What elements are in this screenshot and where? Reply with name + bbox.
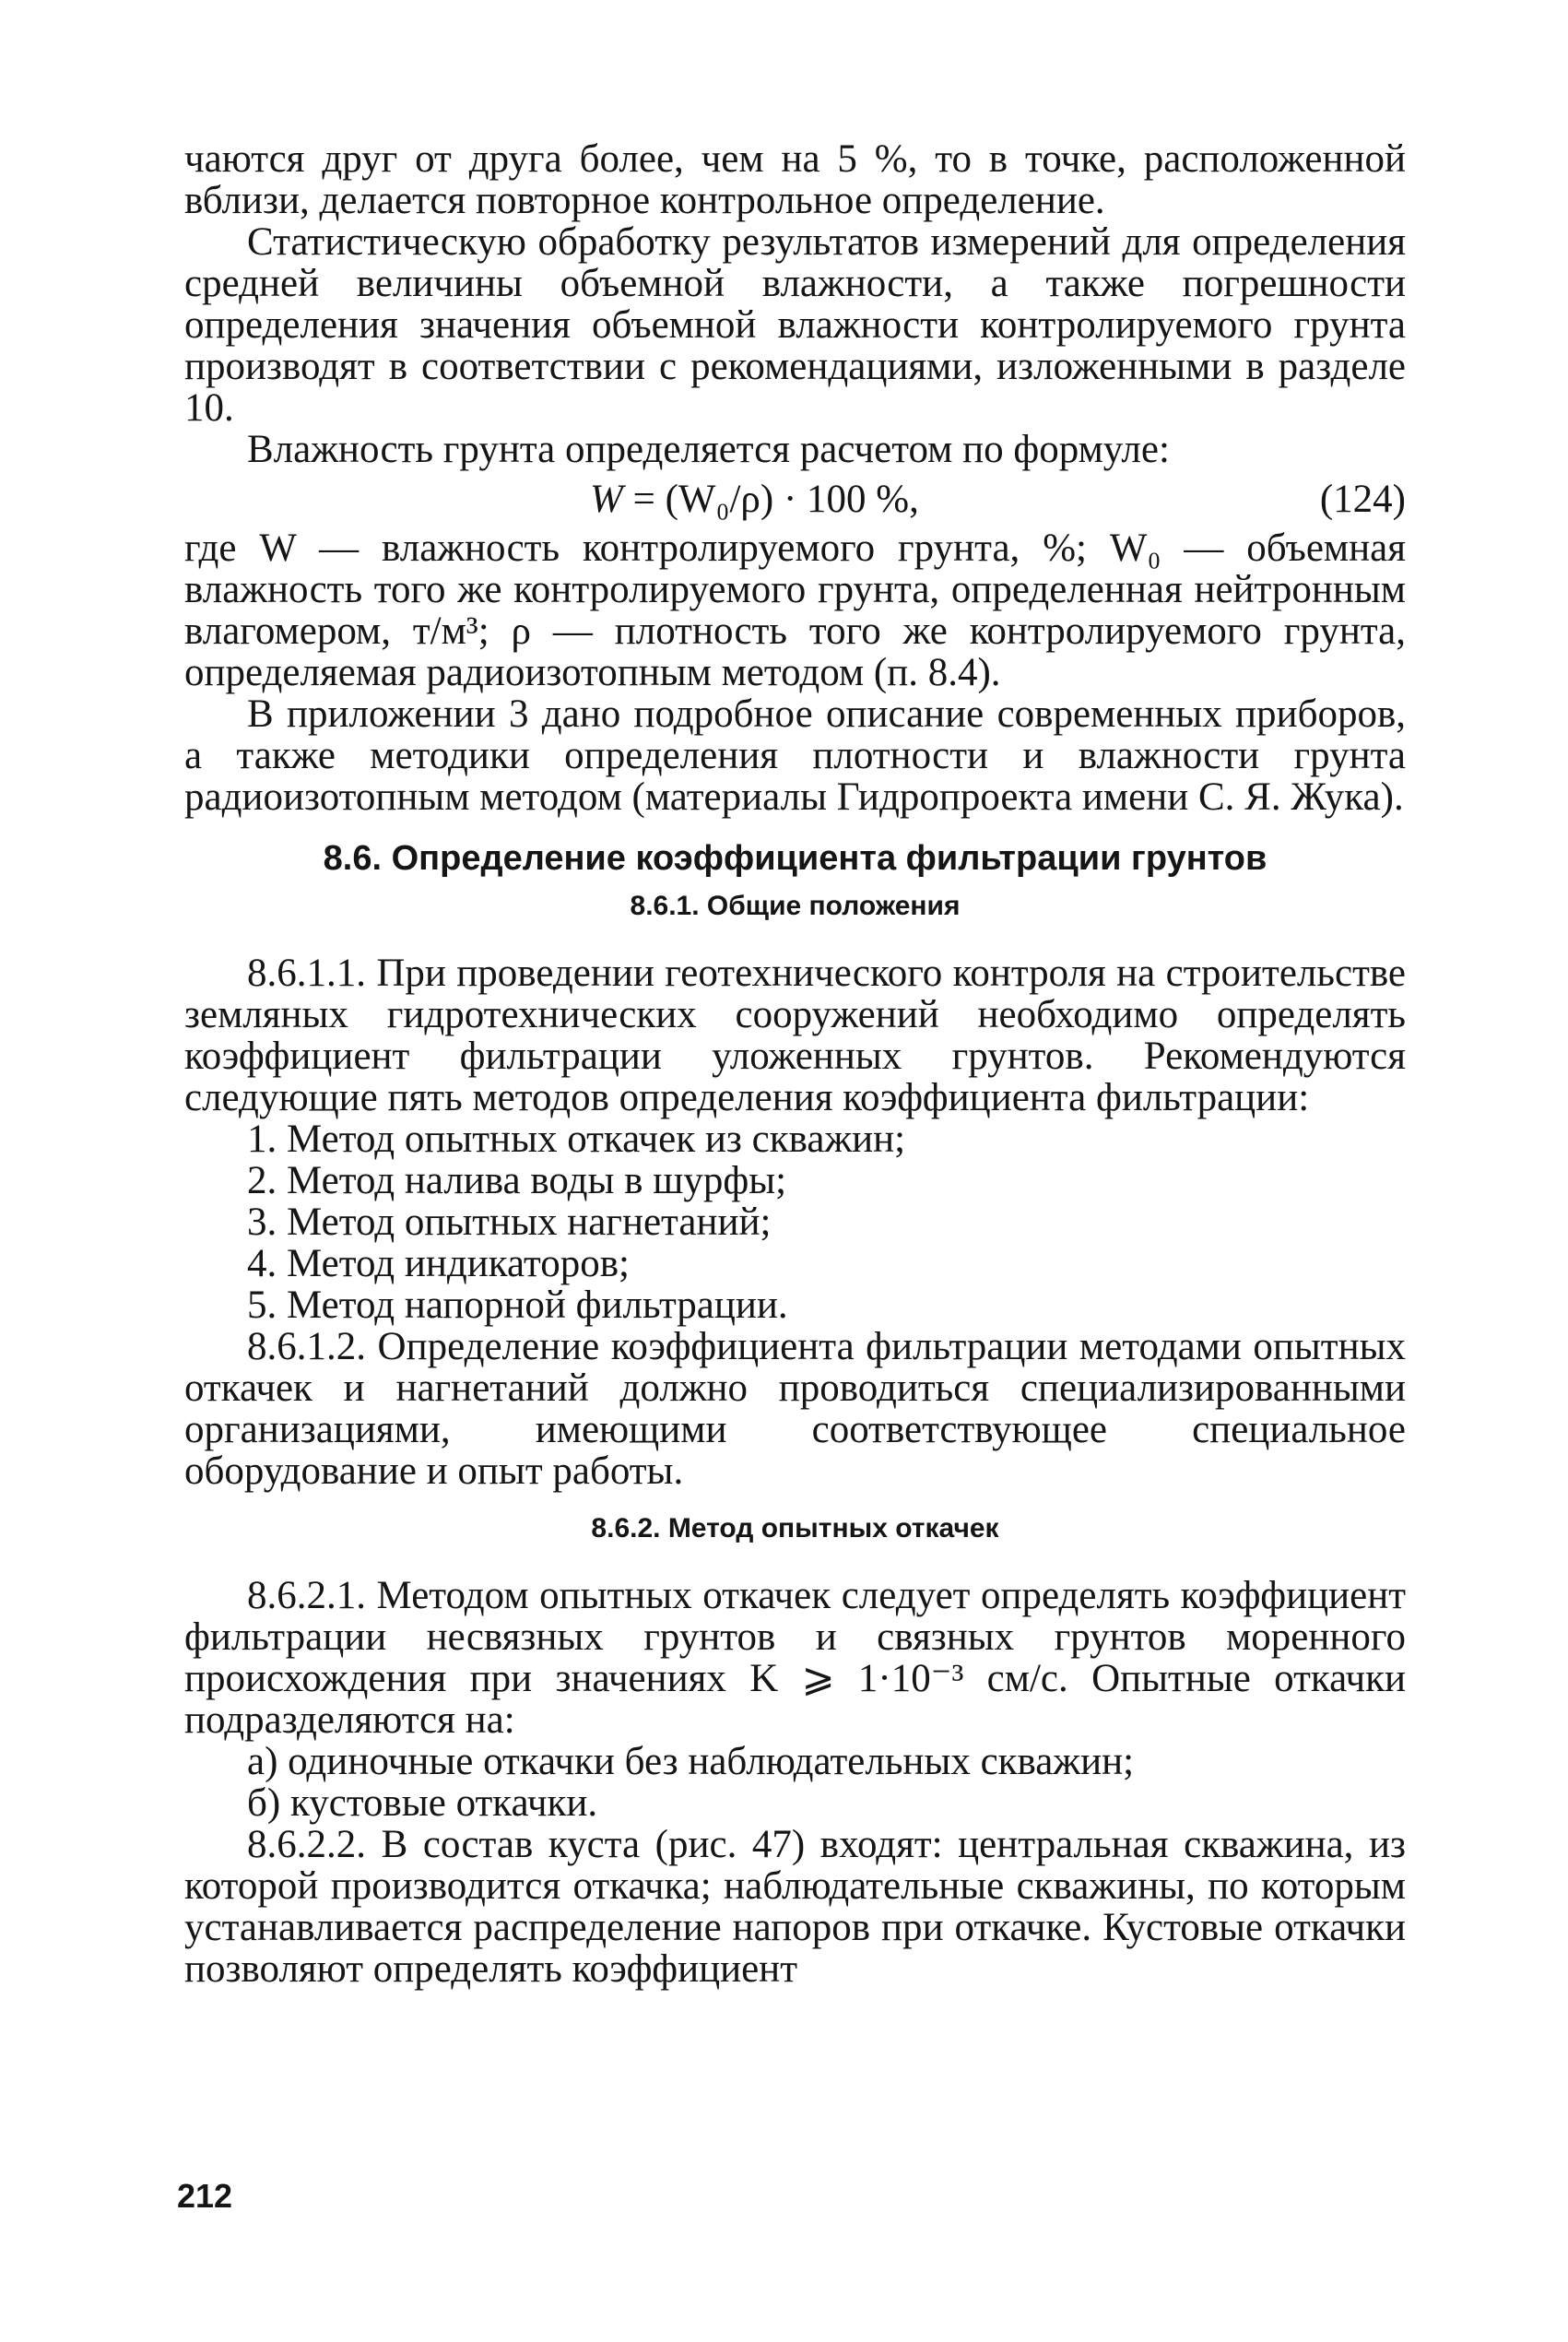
list-item: 1. Метод опытных откачек из скважин; (247, 1118, 906, 1161)
paragraph-8-6-1-2: 8.6.1.2. Определение коэффициента фильтрации методами опытных откачек и нагнетаний должно проводиться специализированными организациями, имеющими соответствующее специальное оборудование и опыт работы. (184, 1325, 1406, 1493)
paragraph-8-6-1-1: 8.6.1.1. При проведении геотехнического контроля на строительстве земляных гидротехнических сооружений необходимо определять коэффициент фильтрации уложенных грунтов. Рекомендуются следующие пять методов определения коэффициента фильтрации: (184, 952, 1406, 1119)
list-item: б) кустовые откачки. (247, 1781, 598, 1825)
list-item: 5. Метод напорной фильтрации. (247, 1283, 788, 1327)
paragraph-continuation: чаются друг от друга более, чем на 5 %, то в точке, расположенной вблизи, делается повторное контрольное определение. (184, 137, 1406, 222)
formula-lhs: W (590, 478, 623, 521)
paragraph-statistics: Статистическую обработку результатов измерений для определения средней величины объемной влажности, а также погрешности определения значения объемной влажности контролируемого грунта производят в соответствии с рекомендациями, изложенными в разделе 10. (184, 220, 1406, 430)
subsection-heading-general: 8.6.1. Общие положения (630, 891, 961, 921)
subsection-heading-pumping: 8.6.2. Метод опытных откачек (591, 1513, 999, 1544)
page-body (184, 138, 1406, 2204)
list-item: 4. Метод индикаторов; (247, 1242, 630, 1285)
list-item: 2. Метод налива воды в шурфы; (247, 1159, 787, 1202)
equation-number: (124) (1319, 478, 1406, 521)
paragraph-appendix-ref: В приложении 3 дано подробное описание современных приборов, а также методики определения плотности и влажности грунта радиоизотопным методом (материалы Гидропроекта имени С. Я. Жука). (184, 692, 1406, 819)
formula-rhs: = (W₀/ρ) · 100 %, (622, 478, 919, 521)
paragraph-8-6-2-2: 8.6.2.2. В состав куста (рис. 47) входят: центральная скважина, из которой производится откачка; наблюдательные скважины, по которым устанавливается распределение напоров при откачке. Кустовые откачки позволяют определять коэффициент (184, 1823, 1406, 1991)
formula-124 (184, 474, 1406, 526)
paragraph-formula-intro: Влажность грунта определяется расчетом по формуле: (247, 428, 1170, 471)
list-item: а) одиночные откачки без наблюдательных скважин; (247, 1740, 1135, 1783)
list-item: 3. Метод опытных нагнетаний; (247, 1201, 772, 1244)
page-number: 212 (177, 2177, 233, 2215)
paragraph-8-6-2-1: 8.6.2.1. Методом опытных откачек следует определять коэффициент фильтрации несвязных грунтов и связных грунтов моренного происхождения при значениях K ⩾ 1·10⁻³ см/с. Опытные откачки подразделяются на: (184, 1574, 1406, 1742)
paragraph-formula-legend: где W — влажность контролируемого грунта, %; W₀ — объемная влажность того же контролируемого грунта, определенная нейтронным влагомером, т/м³; ρ — плотность того же контролируемого грунта, определяемая радиоизотопным методом (п. 8.4). (184, 526, 1406, 694)
formula-expression (590, 474, 919, 526)
section-heading: 8.6. Определение коэффициента фильтрации грунтов (323, 839, 1267, 878)
